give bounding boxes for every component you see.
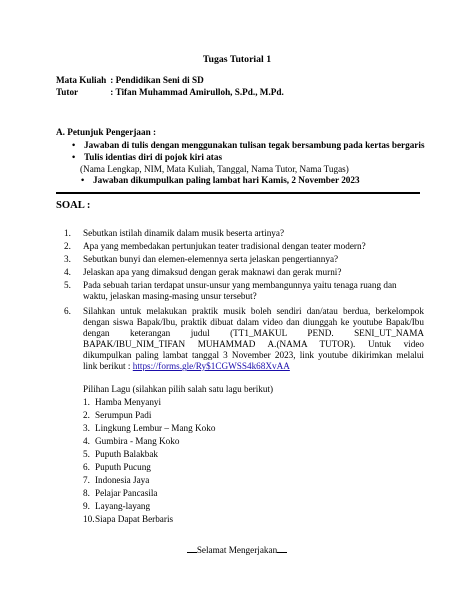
question-number: 2. (64, 241, 71, 251)
question-text: dengan siswa Bapak/Ibu, praktik dibuat dalam video dan diunggah ke youtube Bapak/Ibu (83, 317, 424, 328)
song-number: 1. (83, 397, 90, 407)
question-item (64, 254, 424, 265)
link-line (83, 361, 424, 372)
song-number: 4. (83, 436, 90, 446)
forms-link[interactable]: https://forms.gle/Ry$1CGWSS4k68XvAA (132, 361, 290, 372)
song-name: Puputh Pucung (95, 462, 151, 472)
song-item (83, 462, 151, 473)
song-name: Gumbira - Mang Koko (95, 436, 180, 446)
song-item (83, 436, 179, 447)
question-number: 1. (64, 228, 71, 238)
soal-heading: SOAL : (56, 200, 91, 211)
closing-underline-right (277, 552, 287, 553)
song-item (83, 423, 215, 434)
instruction-bullet (72, 140, 425, 151)
instruction-text: Tulis identias diri di pojok kiri atas (84, 152, 223, 162)
section-a-heading: A. Petunjuk Pengerjaan : (56, 127, 157, 137)
song-item (83, 514, 173, 525)
song-item (83, 449, 158, 460)
question-text: dengan keterangan judul (TT1_MAKUL PEND. SENI_UT_NAMA (83, 328, 424, 339)
song-number: 7. (83, 475, 90, 485)
bullet-icon: • (72, 152, 76, 162)
song-item (83, 397, 161, 408)
song-item (83, 488, 158, 499)
question-item (64, 267, 424, 278)
question-item (64, 241, 424, 252)
section-divider (56, 192, 420, 194)
identity-note: (Nama Lengkap, NIM, Mata Kuliah, Tanggal, Nama Tutor, Nama Tugas) (80, 164, 349, 174)
mata-kuliah-label: Mata Kuliah (56, 75, 107, 85)
song-item (83, 501, 150, 512)
song-name: Puputh Balakbak (95, 449, 159, 459)
song-name: Layang-layang (95, 501, 151, 511)
song-number: 3. (83, 423, 90, 433)
question-text: waktu, jelaskan masing-masing unsur tersebut? (83, 291, 257, 302)
question-text: Apa yang membedakan pertunjukan teater tradisional dengan teater modern? (83, 241, 366, 251)
instruction-text: Jawaban di tulis dengan menggunakan tulisan tegak bersambung pada kertas bergaris (84, 140, 425, 150)
question-text: Sebutkan istilah dinamik dalam musik beserta artinya? (83, 228, 285, 238)
song-number: 9. (83, 501, 90, 511)
closing-underline-left (187, 552, 197, 553)
bullet-icon: • (81, 175, 85, 185)
mata-kuliah-row (56, 75, 204, 86)
song-number: 10. (83, 514, 95, 524)
song-item (83, 410, 151, 421)
song-number: 8. (83, 488, 90, 498)
document-title: Tugas Tutorial 1 (202, 54, 272, 65)
song-name: Hamba Menyanyi (95, 397, 162, 407)
instruction-bullet (72, 152, 222, 163)
question-number: 6. (64, 306, 71, 316)
question-item (64, 306, 424, 372)
closing-text: Selamat Mengerjakan (196, 545, 278, 555)
question-text: Silahkan untuk melakukan praktik musik boleh sendiri dan/atau berdua, berkelompok (83, 306, 424, 316)
question-item (64, 228, 424, 239)
song-name: Siapa Dapat Berbaris (95, 514, 174, 524)
question-number: 3. (64, 254, 71, 264)
song-number: 2. (83, 410, 90, 420)
question-text: Jelaskan apa yang dimaksud dengan gerak maknawi dan gerak murni? (83, 267, 342, 277)
question-number: 5. (64, 280, 71, 290)
question-item (64, 280, 424, 302)
question-text: BAPAK/IBU_NIM_TIFAN MUHAMMAD A.(NAMA TUTOR). Untuk video (83, 339, 424, 350)
song-number: 6. (83, 462, 90, 472)
tutor-label: Tutor (56, 87, 79, 97)
song-choices-heading: Pilihan Lagu (silahkan pilih salah satu lagu berikut) (83, 384, 274, 394)
tutor-row (56, 87, 284, 98)
song-item (83, 475, 149, 486)
mata-kuliah-value: : Pendidikan Seni di SD (110, 75, 204, 85)
instruction-text: Jawaban dikumpulkan paling lambat hari Kamis, 2 November 2023 (93, 175, 360, 185)
instruction-bullet (81, 175, 360, 186)
song-name: Serumpun Padi (95, 410, 152, 420)
question-text: Sebutkan bunyi dan elemen-elemennya serta jelaskan pengertiannya? (83, 254, 339, 264)
song-number: 5. (83, 449, 90, 459)
question-number: 4. (64, 267, 71, 277)
song-name: Lingkung Lembur – Mang Koko (95, 423, 216, 433)
song-name: Pelajar Pancasila (95, 488, 158, 498)
link-prefix: link berikut : (83, 361, 133, 372)
tutor-value: : Tifan Muhammad Amirulloh, S.Pd., M.Pd. (110, 87, 284, 97)
question-text: dikumpulkan paling lambat tanggal 3 November 2023, link youtube dikirimkan melalui (83, 350, 424, 361)
closing-line (0, 545, 474, 556)
song-name: Indonesia Jaya (95, 475, 150, 485)
bullet-icon: • (72, 140, 76, 150)
question-text: Pada sebuah tarian terdapat unsur-unsur yang membangunnya yaitu tenaga ruang dan (83, 280, 397, 290)
